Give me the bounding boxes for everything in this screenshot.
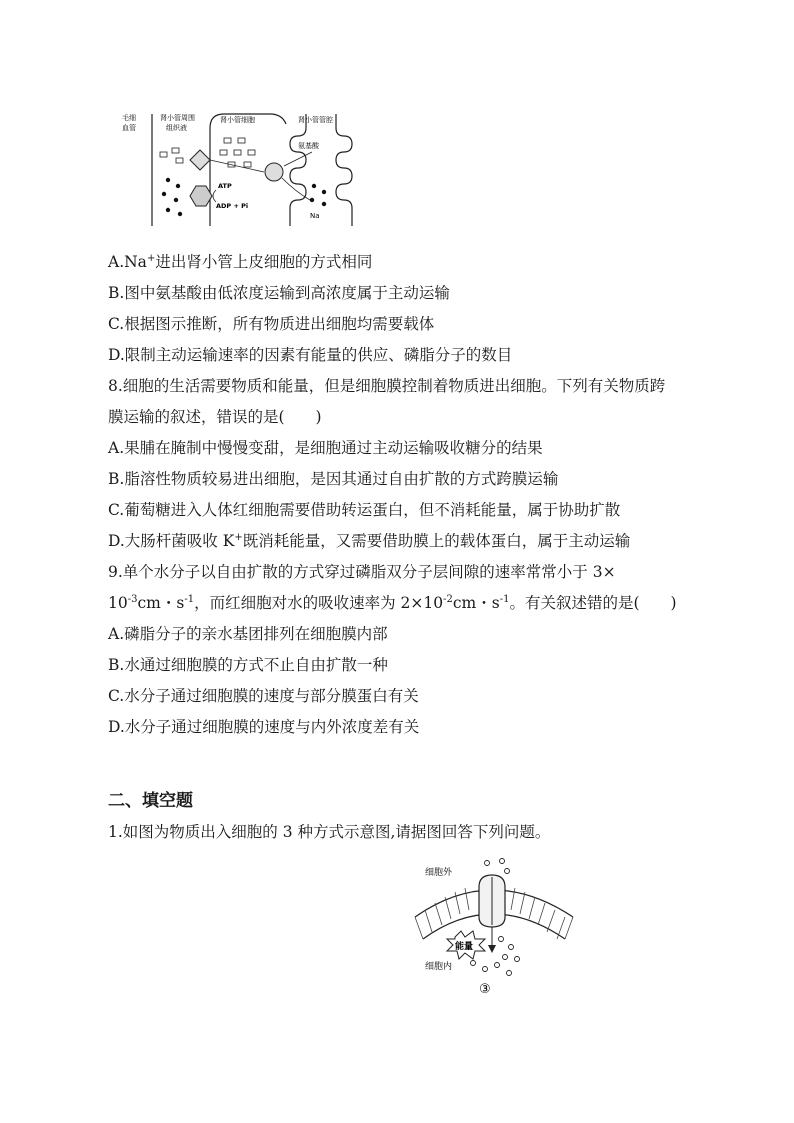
label-energy: 能量 (455, 942, 474, 952)
q9-option-b: B.水通过细胞膜的方式不止自由扩散一种 (108, 656, 388, 674)
molecule-square (244, 162, 251, 167)
q7-option-d: D.限制主动运输速率的因素有能量的供应、磷脂分子的数目 (108, 346, 513, 364)
label-atp: ATP (218, 182, 232, 190)
amino-acid-arrow (284, 152, 312, 166)
na-ion-dot (322, 202, 326, 206)
label-adp: ADP + Pi (216, 202, 249, 210)
figure-number: ③ (479, 982, 491, 997)
membrane-transport-diagram (405, 855, 580, 1005)
solute-dot (483, 967, 488, 972)
na-ion-dot (162, 192, 166, 196)
molecule-square (238, 138, 245, 143)
kidney-tubule-diagram (120, 108, 370, 230)
solute-dot (485, 861, 490, 866)
q8-option-b: B.脂溶性物质较易进出细胞，是因其通过自由扩散的方式跨膜运输 (108, 470, 559, 488)
transport-line (210, 160, 264, 172)
q9-option-a: A.磷脂分子的亲水基团排列在细胞膜内部 (108, 625, 388, 643)
atp-arrow (213, 190, 216, 202)
molecule-square (176, 158, 183, 163)
solute-dot (500, 859, 505, 864)
molecule-square (220, 150, 227, 155)
label-capillary-1: 毛细 (122, 114, 136, 122)
solute-dot (471, 961, 476, 966)
solute-dot (503, 955, 508, 960)
na-ion-dot (310, 198, 314, 202)
na-ion-dot (166, 178, 170, 182)
q7-option-a: A.Na+进出肾小管上皮细胞的方式相同 (108, 252, 373, 271)
solute-dot (499, 937, 504, 942)
solute-dot (507, 971, 512, 976)
label-interstitial-1: 肾小管周围 (160, 114, 195, 122)
carrier-diamond-icon (190, 150, 210, 170)
molecule-square (172, 148, 179, 153)
q7-option-c: C.根据图示推断，所有物质进出细胞均需要载体 (108, 315, 435, 333)
q8-option-c: C.葡萄糖进入人体红细胞需要借助转运蛋白，但不消耗能量，属于协助扩散 (108, 501, 621, 519)
na-ion-dot (322, 190, 326, 194)
q8-option-d: D.大肠杆菌吸收 K+既消耗能量，又需要借助膜上的载体蛋白，属于主动运输 (108, 531, 631, 550)
na-ion-dot (178, 212, 182, 216)
label-tubule-cell: 肾小管细胞 (220, 116, 255, 124)
solute-dot (509, 945, 514, 950)
solute-dot (505, 869, 510, 874)
na-ion-dot (312, 184, 316, 188)
solute-dot (495, 963, 500, 968)
q9-option-d: D.水分子通过细胞膜的速度与内外浓度差有关 (108, 718, 420, 736)
q9-stem-line-2: $10^{-3}cm$・$s^{-1}$，而红细胞对水的吸收速率为 $2\times 10^{-2}cm$・$s^{-1}$。有关叙述错的是( ) (108, 593, 677, 612)
label-lumen: 肾小管管腔 (298, 116, 333, 124)
label-capillary-2: 血管 (122, 124, 136, 132)
fill-question-1: 1.如图为物质出入细胞的 3 种方式示意图,请据图回答下列问题。 (108, 823, 551, 841)
label-na: Na (310, 212, 320, 220)
molecule-square (234, 150, 241, 155)
symporter-circle-icon (265, 163, 283, 181)
label-amino-acid: 氨基酸 (298, 142, 319, 150)
na-ion-dot (174, 198, 178, 202)
molecule-square (160, 152, 167, 157)
transport-arrowhead (488, 945, 496, 953)
q9-stem-line-1: 9.单个水分子以自由扩散的方式穿过磷脂双分子层间隙的速率常常小于 3× (108, 563, 616, 581)
na-ion-dot (166, 208, 170, 212)
label-interstitial-2: 组织液 (166, 124, 187, 132)
microvilli-membrane (290, 114, 306, 226)
section-title: 二、填空题 (108, 791, 193, 811)
q9-option-c: C.水分子通过细胞膜的速度与部分膜蛋白有关 (108, 687, 419, 705)
molecule-square (224, 138, 231, 143)
label-cell-outside: 细胞外 (425, 868, 453, 878)
molecule-square (248, 150, 255, 155)
label-cell-inside: 细胞内 (425, 962, 453, 972)
pump-hexagon-icon (190, 186, 212, 206)
na-ion-dot (176, 184, 180, 188)
q8-stem-line-2: 膜运输的叙述，错误的是( ) (108, 408, 322, 426)
lumen-wall-right (336, 114, 352, 226)
q7-option-b: B.图中氨基酸由低浓度运输到高浓度属于主动运输 (108, 284, 450, 302)
q8-stem-line-1: 8.细胞的生活需要物质和能量，但是细胞膜控制着物质进出细胞。下列有关物质跨 (108, 377, 666, 395)
q8-option-a: A.果脯在腌制中慢慢变甜，是细胞通过主动运输吸收糖分的结果 (108, 439, 543, 457)
solute-dot (515, 957, 520, 962)
